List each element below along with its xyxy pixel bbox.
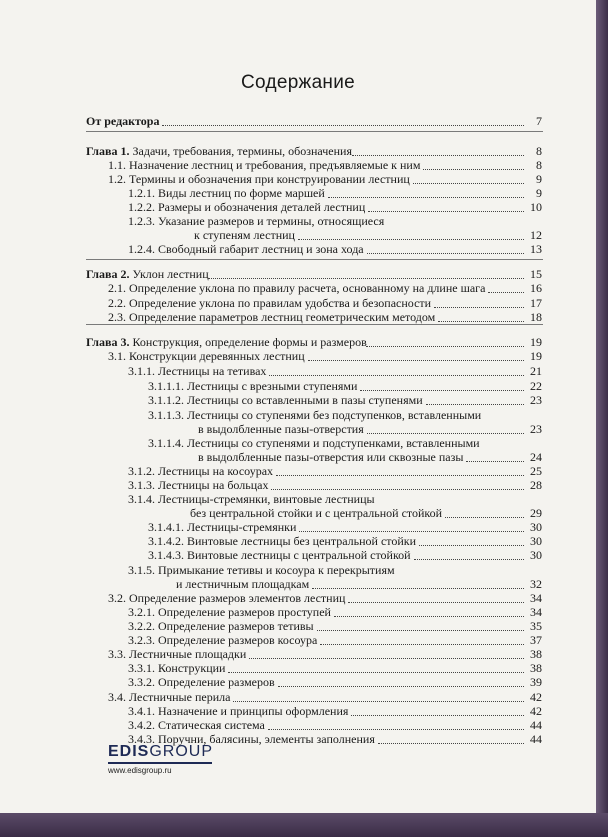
toc-page-number: 42 bbox=[530, 704, 542, 718]
toc-entry-label: и лестничным площадкам bbox=[176, 577, 310, 591]
dot-leader bbox=[413, 169, 524, 184]
dot-leader bbox=[299, 517, 524, 532]
toc-page-number: 16 bbox=[530, 281, 542, 295]
toc-entry bbox=[0, 242, 560, 256]
toc-page-number: 44 bbox=[530, 732, 542, 746]
dot-leader bbox=[276, 461, 524, 476]
toc-page-number: 19 bbox=[530, 349, 542, 363]
toc-page-number: 39 bbox=[530, 675, 542, 689]
publisher-logo bbox=[108, 743, 213, 775]
toc-page-number: 35 bbox=[530, 619, 542, 633]
toc-page-number: 8 bbox=[536, 158, 542, 172]
toc-entry-label: 1.2.1. Виды лестниц по форме маршей bbox=[128, 186, 325, 200]
toc-entry-label: в выдолбленные пазы-отверстия bbox=[198, 422, 364, 436]
dot-leader bbox=[308, 346, 524, 361]
chapter-title: Уклон лестниц bbox=[129, 267, 209, 281]
toc-entry-label: в выдолбленные пазы-отверстия или сквозные пазы bbox=[198, 450, 464, 464]
toc-page-number: 30 bbox=[530, 534, 542, 548]
toc-entry-label: 3.3.2. Определение размеров bbox=[128, 675, 275, 689]
chapter-prefix: Глава 1. bbox=[86, 144, 130, 158]
toc-entry-label: 3.1.4.2. Винтовые лестницы без центральной стойки bbox=[148, 534, 417, 548]
toc-page-number: 17 bbox=[530, 296, 542, 310]
toc-page-number: 22 bbox=[530, 379, 542, 393]
dot-leader bbox=[488, 278, 524, 293]
toc-entry-label: 3.4.1. Назначение и принципы оформления bbox=[128, 704, 349, 718]
toc-entry-label bbox=[86, 267, 209, 281]
toc-page-number: 28 bbox=[530, 478, 542, 492]
dot-leader bbox=[320, 630, 524, 645]
toc-entry-label: 2.2. Определение уклона по правилам удобства и безопасности bbox=[108, 296, 432, 310]
toc-entry-label: 1.1. Назначение лестниц и требования, предъявляемые к ним bbox=[108, 158, 421, 172]
toc-page-number: 13 bbox=[530, 242, 542, 256]
toc-page-number: 42 bbox=[530, 690, 542, 704]
dot-leader bbox=[271, 475, 524, 490]
book-bottom-edge bbox=[0, 813, 608, 837]
toc-page-number: 30 bbox=[530, 548, 542, 562]
toc-entry-label: 2.1. Определение уклона по правилу расчета, основанному на длине шага bbox=[108, 281, 486, 295]
toc-entry-label: 3.2.3. Определение размеров косоура bbox=[128, 633, 318, 647]
chapter-title: Конструкция, определение формы и размеров bbox=[129, 335, 367, 349]
dot-leader bbox=[348, 588, 524, 603]
toc-page-number: 10 bbox=[530, 200, 542, 214]
section-divider bbox=[86, 131, 543, 132]
dot-leader bbox=[298, 225, 524, 240]
dot-leader bbox=[249, 644, 524, 659]
toc-entry bbox=[0, 393, 560, 407]
logo-group: GROUP bbox=[149, 743, 214, 760]
toc-entry bbox=[0, 267, 560, 281]
toc-entry-label: 3.1.1.3. Лестницы со ступенями без подступенков, вставленными bbox=[148, 408, 482, 422]
toc-page-number: 44 bbox=[530, 718, 542, 732]
toc-entry-label: 3.1.2. Лестницы на косоурах bbox=[128, 464, 274, 478]
toc-page-number: 37 bbox=[530, 633, 542, 647]
toc-entry-label bbox=[86, 144, 352, 158]
toc-page-number: 12 bbox=[530, 228, 542, 242]
toc-entry-label: 1.2.3. Указание размеров и термины, относящиеся bbox=[128, 214, 385, 228]
dot-leader bbox=[268, 715, 524, 730]
toc-entry-label: 3.1.4.1. Лестницы-стремянки bbox=[148, 520, 297, 534]
toc-page-number: 38 bbox=[530, 647, 542, 661]
dot-leader bbox=[378, 729, 524, 744]
toc-page-number: 18 bbox=[530, 310, 542, 324]
dot-leader bbox=[278, 672, 524, 687]
toc-entry-label: 3.1.4.3. Винтовые лестницы с центральной стойкой bbox=[148, 548, 411, 562]
toc-entry bbox=[0, 548, 560, 562]
section-divider bbox=[86, 324, 543, 325]
toc-entry-label: к ступеням лестниц bbox=[194, 228, 295, 242]
toc-entry-label: 3.1. Конструкции деревянных лестниц bbox=[108, 349, 305, 363]
dot-leader bbox=[445, 503, 524, 518]
toc-page-number: 19 bbox=[530, 335, 542, 349]
toc-entry-label: 3.1.3. Лестницы на больцах bbox=[128, 478, 269, 492]
toc-page-number: 24 bbox=[530, 450, 542, 464]
dot-leader bbox=[162, 111, 524, 126]
toc-page-number: 23 bbox=[530, 393, 542, 407]
toc-entry-label: 3.2.1. Определение размеров проступей bbox=[128, 605, 331, 619]
toc-page-number: 38 bbox=[530, 661, 542, 675]
dot-leader bbox=[423, 155, 524, 170]
toc-entry-label: 3.1.1.1. Лестницы с врезными ступенями bbox=[148, 379, 358, 393]
toc-page-number: 8 bbox=[536, 144, 542, 158]
chapter-title: Задачи, требования, термины, обозначения bbox=[129, 144, 352, 158]
dot-leader bbox=[368, 197, 524, 212]
dot-leader bbox=[352, 141, 524, 156]
toc-page-number: 9 bbox=[536, 172, 542, 186]
dot-leader bbox=[228, 658, 524, 673]
dot-leader bbox=[233, 687, 524, 702]
logo-url: www.edisgroup.ru bbox=[108, 766, 172, 775]
chapter-prefix: Глава 2. bbox=[86, 267, 130, 281]
toc-page-number: 21 bbox=[530, 364, 542, 378]
dot-leader bbox=[351, 701, 524, 716]
dot-leader bbox=[269, 361, 524, 376]
dot-leader bbox=[366, 332, 524, 347]
toc-entry-label: без центральной стойки и с центральной стойкой bbox=[190, 506, 443, 520]
toc-entry-label: 3.1.1.2. Лестницы со вставленными в пазы ступенями bbox=[148, 393, 423, 407]
dot-leader bbox=[414, 545, 524, 560]
toc-page-number: 29 bbox=[530, 506, 542, 520]
toc-entry bbox=[0, 200, 560, 214]
dot-leader bbox=[312, 574, 524, 589]
section-divider bbox=[86, 259, 543, 260]
dot-leader bbox=[360, 376, 524, 391]
logo-name: EDIS bbox=[108, 743, 150, 760]
toc-entry-label: 3.1.1. Лестницы на тетивах bbox=[128, 364, 267, 378]
toc-entry-label: 1.2.2. Размеры и обозначения деталей лестниц bbox=[128, 200, 366, 214]
toc-page-number: 7 bbox=[536, 114, 542, 128]
dot-leader bbox=[367, 419, 524, 434]
toc-entry-label: 3.1.4. Лестницы-стремянки, винтовые лестницы bbox=[128, 492, 375, 506]
toc-entry-label: 3.4. Лестничные перила bbox=[108, 690, 231, 704]
toc-entry-label: 1.2.4. Свободный габарит лестниц и зона хода bbox=[128, 242, 364, 256]
chapter-prefix: Глава 3. bbox=[86, 335, 130, 349]
toc-entry-label: 3.2.2. Определение размеров тетивы bbox=[128, 619, 314, 633]
dot-leader bbox=[334, 602, 524, 617]
dot-leader bbox=[434, 293, 524, 308]
dot-leader bbox=[328, 183, 524, 198]
toc-page-number: 25 bbox=[530, 464, 542, 478]
dot-leader bbox=[208, 264, 524, 279]
toc-entry-label: 2.3. Определение параметров лестниц геометрическим методом bbox=[108, 310, 436, 324]
toc-page-number: 30 bbox=[530, 520, 542, 534]
toc-page-number: 23 bbox=[530, 422, 542, 436]
toc-entry-label: 3.4.3. Поручни, балясины, элементы заполнения bbox=[128, 732, 375, 746]
toc-entry-label: 3.4.2. Статическая система bbox=[128, 718, 265, 732]
toc-entry-label: 1.2. Термины и обозначения при конструировании лестниц bbox=[108, 172, 410, 186]
toc-entry bbox=[0, 478, 560, 492]
dot-leader bbox=[426, 390, 524, 405]
dot-leader bbox=[438, 307, 524, 322]
toc-entry-label: 3.3.1. Конструкции bbox=[128, 661, 226, 675]
toc-entry bbox=[0, 732, 560, 746]
toc-page-number: 34 bbox=[530, 591, 542, 605]
toc-entry-label: 3.3. Лестничные площадки bbox=[108, 647, 247, 661]
toc-entry-label: От редактора bbox=[86, 114, 160, 128]
dot-leader bbox=[367, 239, 524, 254]
logo-underline bbox=[108, 762, 212, 764]
toc-entry-label: 3.1.1.4. Лестницы со ступенями и подступенками, вставленными bbox=[148, 436, 480, 450]
toc-entry-label: 3.1.5. Примыкание тетивы и косоура к перекрытиям bbox=[128, 563, 395, 577]
toc-page-number: 34 bbox=[530, 605, 542, 619]
toc-entry bbox=[0, 114, 560, 128]
toc-entry-label: 3.2. Определение размеров элементов лестниц bbox=[108, 591, 346, 605]
toc-page-number: 9 bbox=[536, 186, 542, 200]
dot-leader bbox=[466, 447, 524, 462]
book-cover-edge bbox=[596, 0, 608, 837]
toc-page-number: 32 bbox=[530, 577, 542, 591]
toc-entry bbox=[0, 310, 560, 324]
toc-entry bbox=[0, 422, 560, 436]
dot-leader bbox=[419, 531, 524, 546]
page-title: Содержание bbox=[240, 72, 356, 93]
toc-page-number: 15 bbox=[530, 267, 542, 281]
dot-leader bbox=[317, 616, 524, 631]
